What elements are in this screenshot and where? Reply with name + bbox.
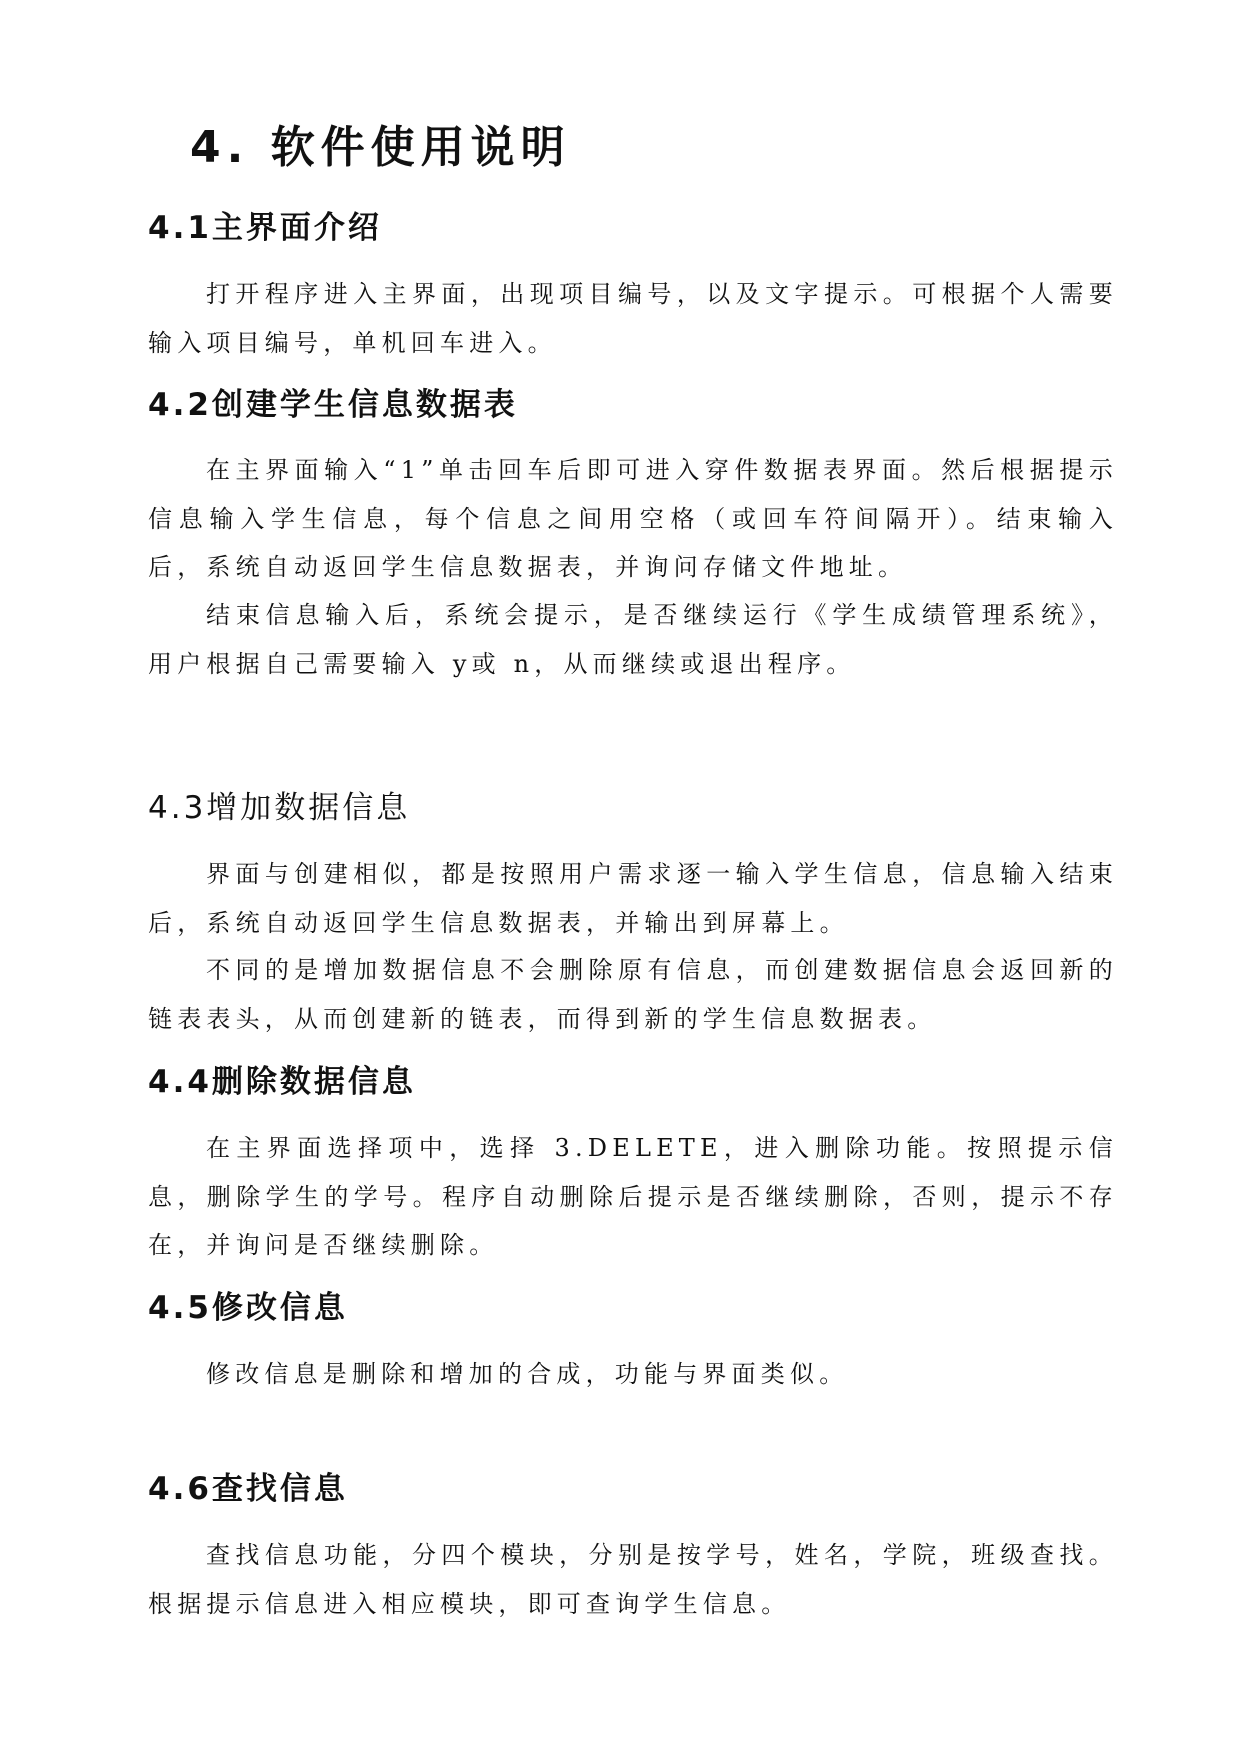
section-4-1-paragraph-1: 打开程序进入主界面，出现项目编号，以及文字提示。可根据个人需要输入项目编号，单机回车进入。 xyxy=(148,280,1118,357)
section-4-5-paragraph-1: 修改信息是删除和增加的合成，功能与界面类似。 xyxy=(206,1360,849,1388)
section-4-2-paragraph-1: 在主界面输入“1”单击回车后即可进入穿件数据表界面。然后根据提示信息输入学生信息，每个信息之间用空格（或回车符间隔开）。结束输入后，系统自动返回学生信息数据表，并询问存储文件地址。 xyxy=(148,456,1118,581)
section-heading-4-4: 4.4删除数据信息 xyxy=(148,1064,416,1100)
section-heading-4-2: 4.2创建学生信息数据表 xyxy=(148,387,518,423)
section-heading-4-5: 4.5修改信息 xyxy=(148,1290,348,1326)
section-4-2-paragraph-2: 结束信息输入后，系统会提示，是否继续运行《学生成绩管理系统》，用户根据自己需要输入 y或 n，从而继续或退出程序。 xyxy=(148,601,1118,678)
section-4-4-paragraph-1: 在主界面选择项中，选择 3.DELETE，进入删除功能。按照提示信息，删除学生的学号。程序自动删除后提示是否继续删除，否则，提示不存在，并询问是否继续删除。 xyxy=(148,1134,1118,1259)
section-heading-4-1: 4.1主界面介绍 xyxy=(148,210,382,246)
section-heading-4-3: 4.3增加数据信息 xyxy=(148,790,411,826)
section-heading-4-6: 4.6查找信息 xyxy=(148,1471,348,1507)
section-4-6-paragraph-1: 查找信息功能，分四个模块，分别是按学号，姓名，学院，班级查找。根据提示信息进入相应模块，即可查询学生信息。 xyxy=(148,1541,1118,1618)
section-4-3-paragraph-2: 不同的是增加数据信息不会删除原有信息，而创建数据信息会返回新的链表表头，从而创建新的链表，而得到新的学生信息数据表。 xyxy=(148,956,1118,1033)
section-4-3-paragraph-1: 界面与创建相似，都是按照用户需求逐一输入学生信息，信息输入结束后，系统自动返回学生信息数据表，并输出到屏幕上。 xyxy=(148,860,1118,937)
chapter-title: 4. 软件使用说明 xyxy=(190,122,571,173)
